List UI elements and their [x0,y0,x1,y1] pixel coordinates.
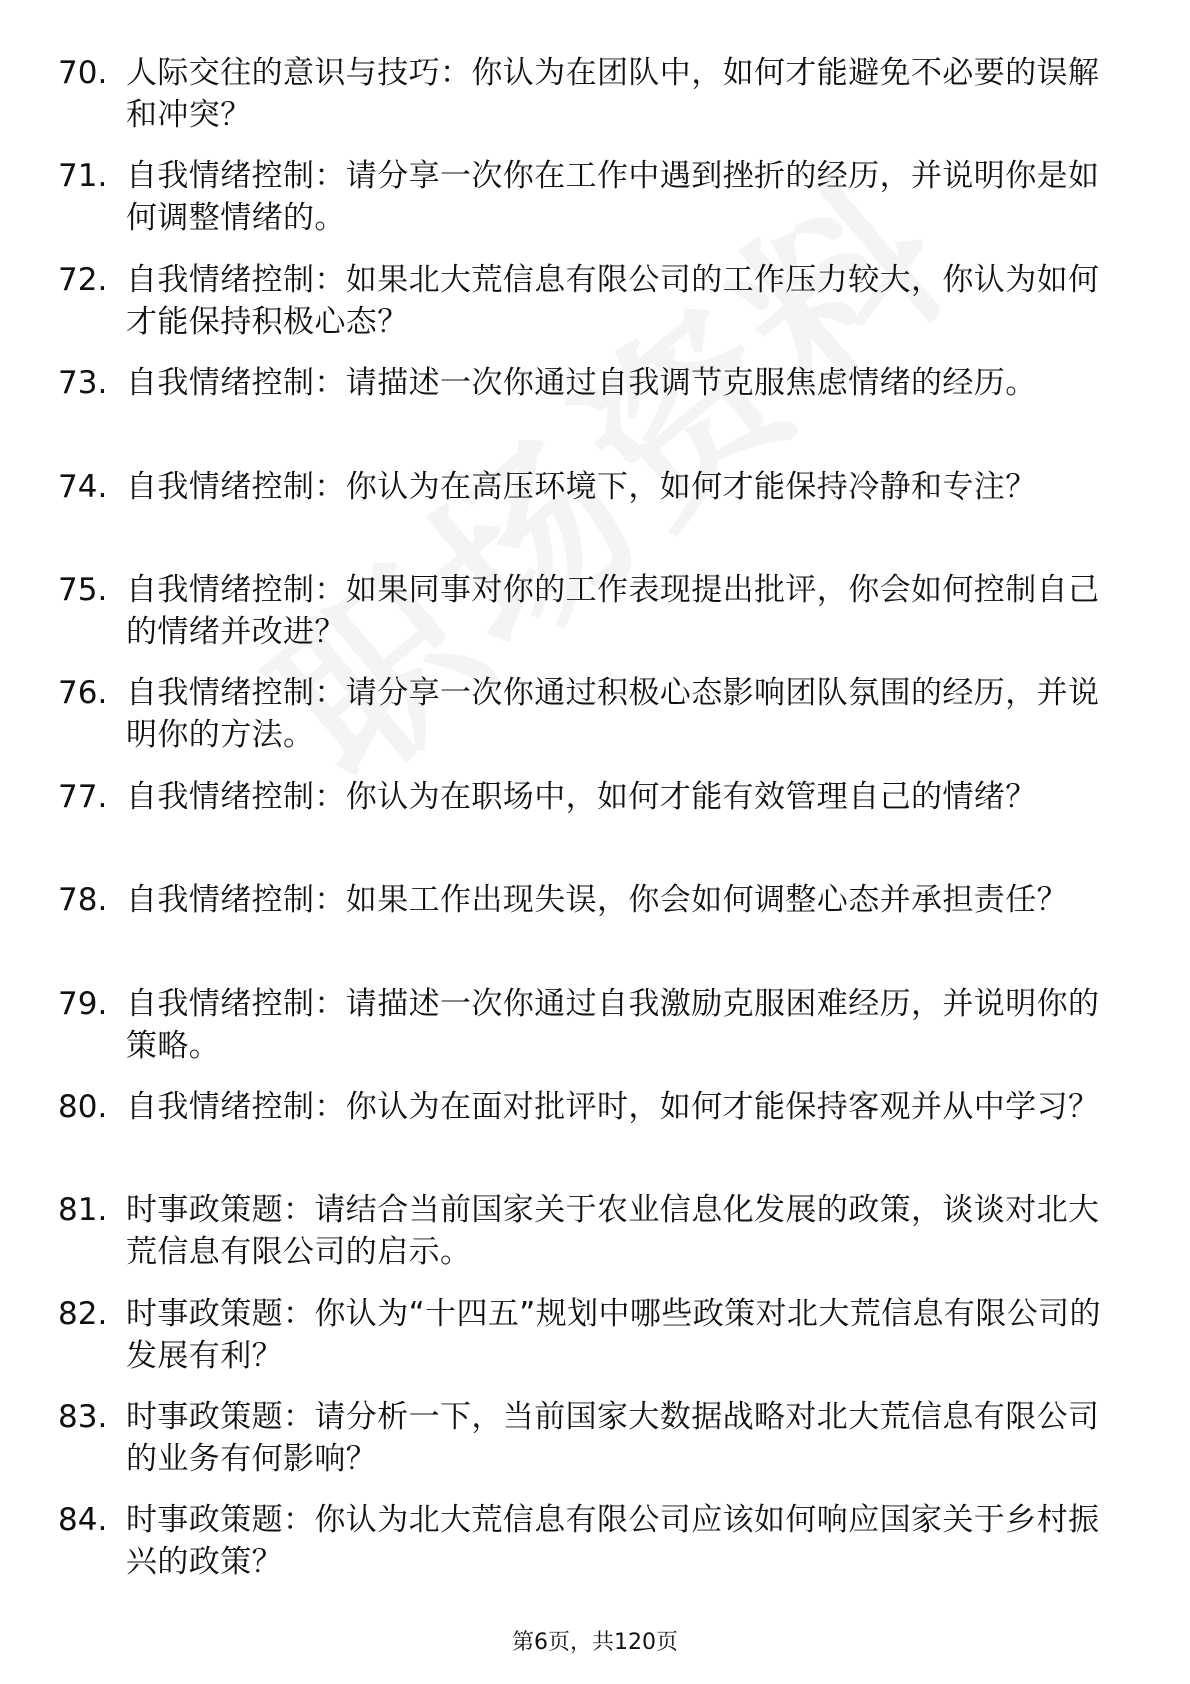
question-text: 自我情绪控制：请分享一次你通过积极心态影响团队氛围的经历，并说明你的方法。 [126,675,1100,754]
question-number: 79. [58,985,108,1022]
question-text: 自我情绪控制：如果北大荒信息有限公司的工作压力较大，你认为如何才能保持积极心态？ [126,261,1100,340]
question-text: 自我情绪控制：如果工作出现失误，你会如何调整心态并承担责任？ [126,882,1068,919]
question-list [0,52,1190,1603]
question-number: 70. [58,55,108,91]
question-item [0,1086,1190,1189]
question-text: 自我情绪控制：请描述一次你通过自我激励克服困难经历，并说明你的策略。 [126,985,1100,1064]
question-item [0,672,1190,775]
question-item [0,362,1190,465]
question-item [0,1189,1190,1292]
question-text: 时事政策题：请分析一下，当前国家大数据战略对北大荒信息有限公司的业务有何影响？ [126,1399,1100,1478]
question-text: 自我情绪控制：你认为在高压环境下，如何才能保持冷静和专注？ [126,468,1037,505]
question-number: 75. [58,571,108,608]
question-item [0,1396,1190,1499]
question-number: 72. [58,261,108,298]
question-text: 时事政策题：请结合当前国家关于农业信息化发展的政策，谈谈对北大荒信息有限公司的启示。 [126,1192,1100,1271]
question-text: 时事政策题：你认为“十四五”规划中哪些政策对北大荒信息有限公司的发展有利？ [126,1295,1101,1374]
question-number: 81. [58,1192,108,1229]
question-number: 83. [58,1399,108,1436]
question-text: 时事政策题：你认为北大荒信息有限公司应该如何响应国家关于乡村振兴的政策？ [126,1502,1100,1581]
question-number: 78. [58,882,108,919]
question-text: 人际交往的意识与技巧：你认为在团队中，如何才能避免不必要的误解和冲突？ [126,55,1100,133]
question-item [0,569,1190,672]
question-item [0,776,1190,879]
page-footer: 第6页，共120页 [512,1630,678,1655]
question-number: 73. [58,365,108,402]
question-item [0,1293,1190,1396]
question-number: 82. [58,1295,108,1332]
question-text: 自我情绪控制：你认为在职场中，如何才能有效管理自己的情绪？ [126,778,1037,815]
question-number: 84. [58,1502,108,1539]
question-number: 74. [58,468,108,505]
question-item [0,1499,1190,1602]
question-number: 71. [58,158,108,195]
question-text: 自我情绪控制：如果同事对你的工作表现提出批评，你会如何控制自己的情绪并改进？ [126,571,1100,650]
question-text: 自我情绪控制：请分享一次你在工作中遇到挫折的经历，并说明你是如何调整情绪的。 [126,158,1100,237]
question-text: 自我情绪控制：请描述一次你通过自我调节克服焦虑情绪的经历。 [126,365,1037,402]
question-item [0,155,1190,258]
question-item [0,52,1190,155]
question-number: 76. [58,675,108,712]
question-number: 80. [58,1088,108,1125]
question-number: 77. [58,778,108,815]
question-item [0,879,1190,982]
question-item [0,983,1190,1086]
question-text: 自我情绪控制：你认为在面对批评时，如何才能保持客观并从中学习？ [126,1088,1100,1125]
question-item [0,466,1190,569]
question-item [0,259,1190,362]
